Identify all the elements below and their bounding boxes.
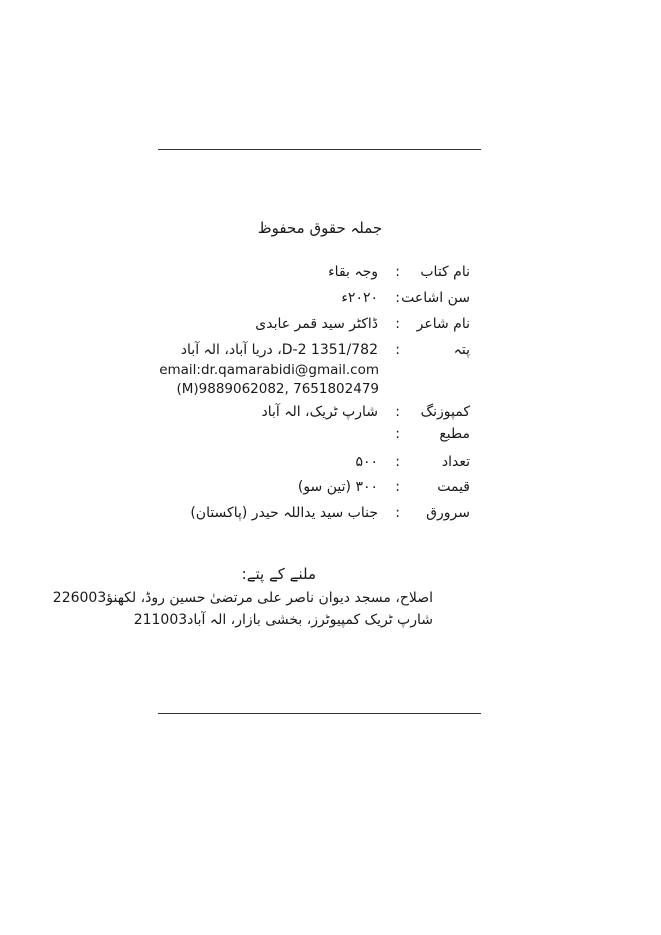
detail-colon: : <box>395 404 400 420</box>
bottom-rule <box>158 713 481 714</box>
detail-label: پتہ <box>453 342 470 358</box>
detail-row-price <box>150 479 470 503</box>
detail-row-printer <box>150 426 470 450</box>
detail-colon: : <box>395 426 400 442</box>
contact-email: email:dr.qamarabidi@gmail.com <box>159 362 379 378</box>
detail-label: کمپوزنگ <box>420 404 470 420</box>
detail-value: شارپ ٹریک، الہ آباد <box>261 404 378 420</box>
availability-heading: ملنے کے پتے: <box>241 565 316 583</box>
detail-row-book-name <box>150 264 470 288</box>
detail-row-poet-name <box>150 316 470 340</box>
detail-label: سن اشاعت <box>401 290 470 306</box>
availability-address-1: اصلاح، مسجد دیوان ناصر علی مرتضیٰ حسین روڈ، لکھنؤ226003 <box>52 590 433 606</box>
detail-row-composing <box>150 404 470 428</box>
top-rule <box>158 149 481 150</box>
detail-colon: : <box>395 290 400 306</box>
detail-label: مطبع <box>439 426 470 442</box>
detail-colon: : <box>395 479 400 495</box>
detail-colon: : <box>395 342 400 358</box>
detail-row-copies <box>150 454 470 478</box>
availability-address-2: شارپ ٹریک کمپیوٹرز، بخشی بازار، الہ آباد211003 <box>133 612 433 628</box>
contact-phone: (M)9889062082, 7651802479 <box>176 381 379 397</box>
copyright-notice: جملہ حقوق محفوظ <box>257 219 383 237</box>
detail-value: ۳۰۰ (تین سو) <box>297 479 378 495</box>
detail-value: ڈاکٹر سید قمر عابدی <box>255 316 378 332</box>
detail-value: وجہ بقاء <box>328 264 378 280</box>
detail-value: جناب سید یداللہ حیدر (پاکستان) <box>190 505 378 521</box>
detail-colon: : <box>395 505 400 521</box>
detail-value: ۲۰۲۰ء <box>341 290 378 306</box>
detail-label: نام کتاب <box>420 264 470 280</box>
detail-value: ۵۰۰ <box>355 454 378 470</box>
detail-colon: : <box>395 454 400 470</box>
detail-label: تعداد <box>441 454 470 470</box>
detail-label: قیمت <box>437 479 470 495</box>
detail-colon: : <box>395 264 400 280</box>
detail-row-publication-year <box>150 290 470 314</box>
detail-colon: : <box>395 316 400 332</box>
detail-label: نام شاعر <box>416 316 470 332</box>
detail-row-cover <box>150 505 470 529</box>
detail-label: سرورق <box>426 505 470 521</box>
detail-value: D-2 1351/782، دریا آباد، الہ آباد <box>180 342 378 358</box>
